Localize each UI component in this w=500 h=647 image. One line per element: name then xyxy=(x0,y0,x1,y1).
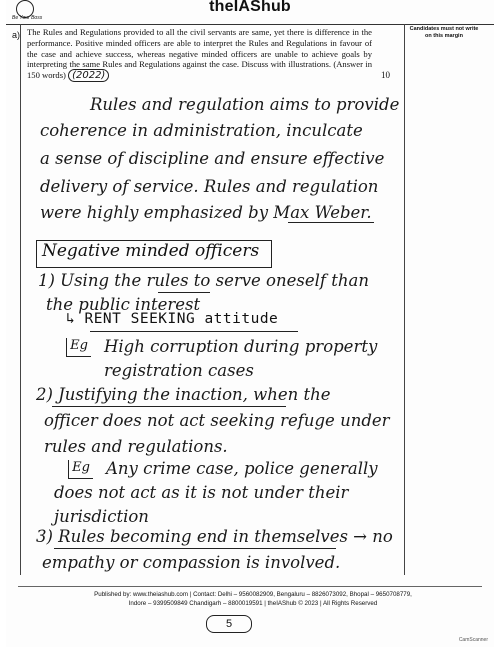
point-1-line: the public interest xyxy=(46,295,201,314)
max-weber-underline xyxy=(288,222,374,223)
rent-seeking-underline xyxy=(90,331,298,332)
publisher-footer xyxy=(18,590,488,608)
question-marks: 10 xyxy=(381,70,390,80)
brand-logo xyxy=(12,0,46,24)
answer-sheet-page xyxy=(6,0,494,647)
point-2-line: officer does not act seeking refuge under xyxy=(44,411,390,430)
question-text xyxy=(27,27,372,82)
point-2-example: Any crime case, police generally xyxy=(106,459,378,478)
year-annotation: (2022) xyxy=(68,69,109,82)
rent-seeking-note: ↳ RENT SEEKING attitude xyxy=(66,311,279,327)
point-1-example: High corruption during property xyxy=(104,337,378,356)
footer-copyright-line: Indore – 9399509849 Chandigarh – 8800019591 | theIAShub © 2023 | All Rights Reserved xyxy=(128,600,378,607)
point-1-line: 1) Using the rules to serve oneself than xyxy=(38,271,369,290)
rules-becoming-underline xyxy=(54,548,336,549)
intro-line: delivery of service. Rules and regulation xyxy=(40,177,379,196)
point-2-example: jurisdiction xyxy=(54,507,149,526)
question-body: The Rules and Regulations provided to all the civil servants are same, yet there is difference in the performance. Positive minded officers are able to interpret the Rules and Regulations in favour of the case and achieve success, whereas negative minded officers are unable to achieve goals by interpreting the same Rules and Regulations against the case. Discuss with illustrations. (Answer in 150 words) xyxy=(27,27,372,81)
footer-divider xyxy=(18,586,482,587)
question-label: a) xyxy=(12,30,21,40)
intro-line: were highly emphasized by Max Weber. xyxy=(40,203,372,222)
example-marker: Eg xyxy=(68,460,93,479)
point-2-example: does not act as it is not under their xyxy=(54,483,349,502)
section-heading: Negative minded officers xyxy=(42,241,260,261)
point-3-line: 3) Rules becoming end in themselves → no xyxy=(36,527,393,546)
intro-line: Rules and regulation aims to provide xyxy=(90,95,400,114)
header-divider xyxy=(6,24,494,25)
intro-line: a sense of discipline and ensure effective xyxy=(40,149,385,168)
point-2-line: 2) Justifying the inaction, when the xyxy=(36,385,331,404)
scanner-watermark: CamScanner xyxy=(458,637,488,643)
point-3-line: empathy or compassion is involved. xyxy=(42,553,341,572)
example-marker: Eg xyxy=(66,338,91,357)
page-number: 5 xyxy=(206,615,252,633)
right-margin-line xyxy=(404,24,405,575)
justifying-underline xyxy=(52,406,286,407)
brand-title: theIAShub xyxy=(209,0,291,15)
point-1-example: registration cases xyxy=(104,361,254,380)
margin-note: Candidates must not write on this margin xyxy=(409,26,479,39)
logo-tagline: Be Your Boss xyxy=(12,15,43,21)
left-margin-line xyxy=(20,24,21,575)
point-2-line: rules and regulations. xyxy=(44,437,228,456)
footer-contact-line: Published by: www.theiashub.com | Contact: Delhi – 9560082909, Bengaluru – 8826073092, Bhopal – 9650708779, xyxy=(94,591,412,598)
intro-line: coherence in administration, inculcate xyxy=(40,121,363,140)
